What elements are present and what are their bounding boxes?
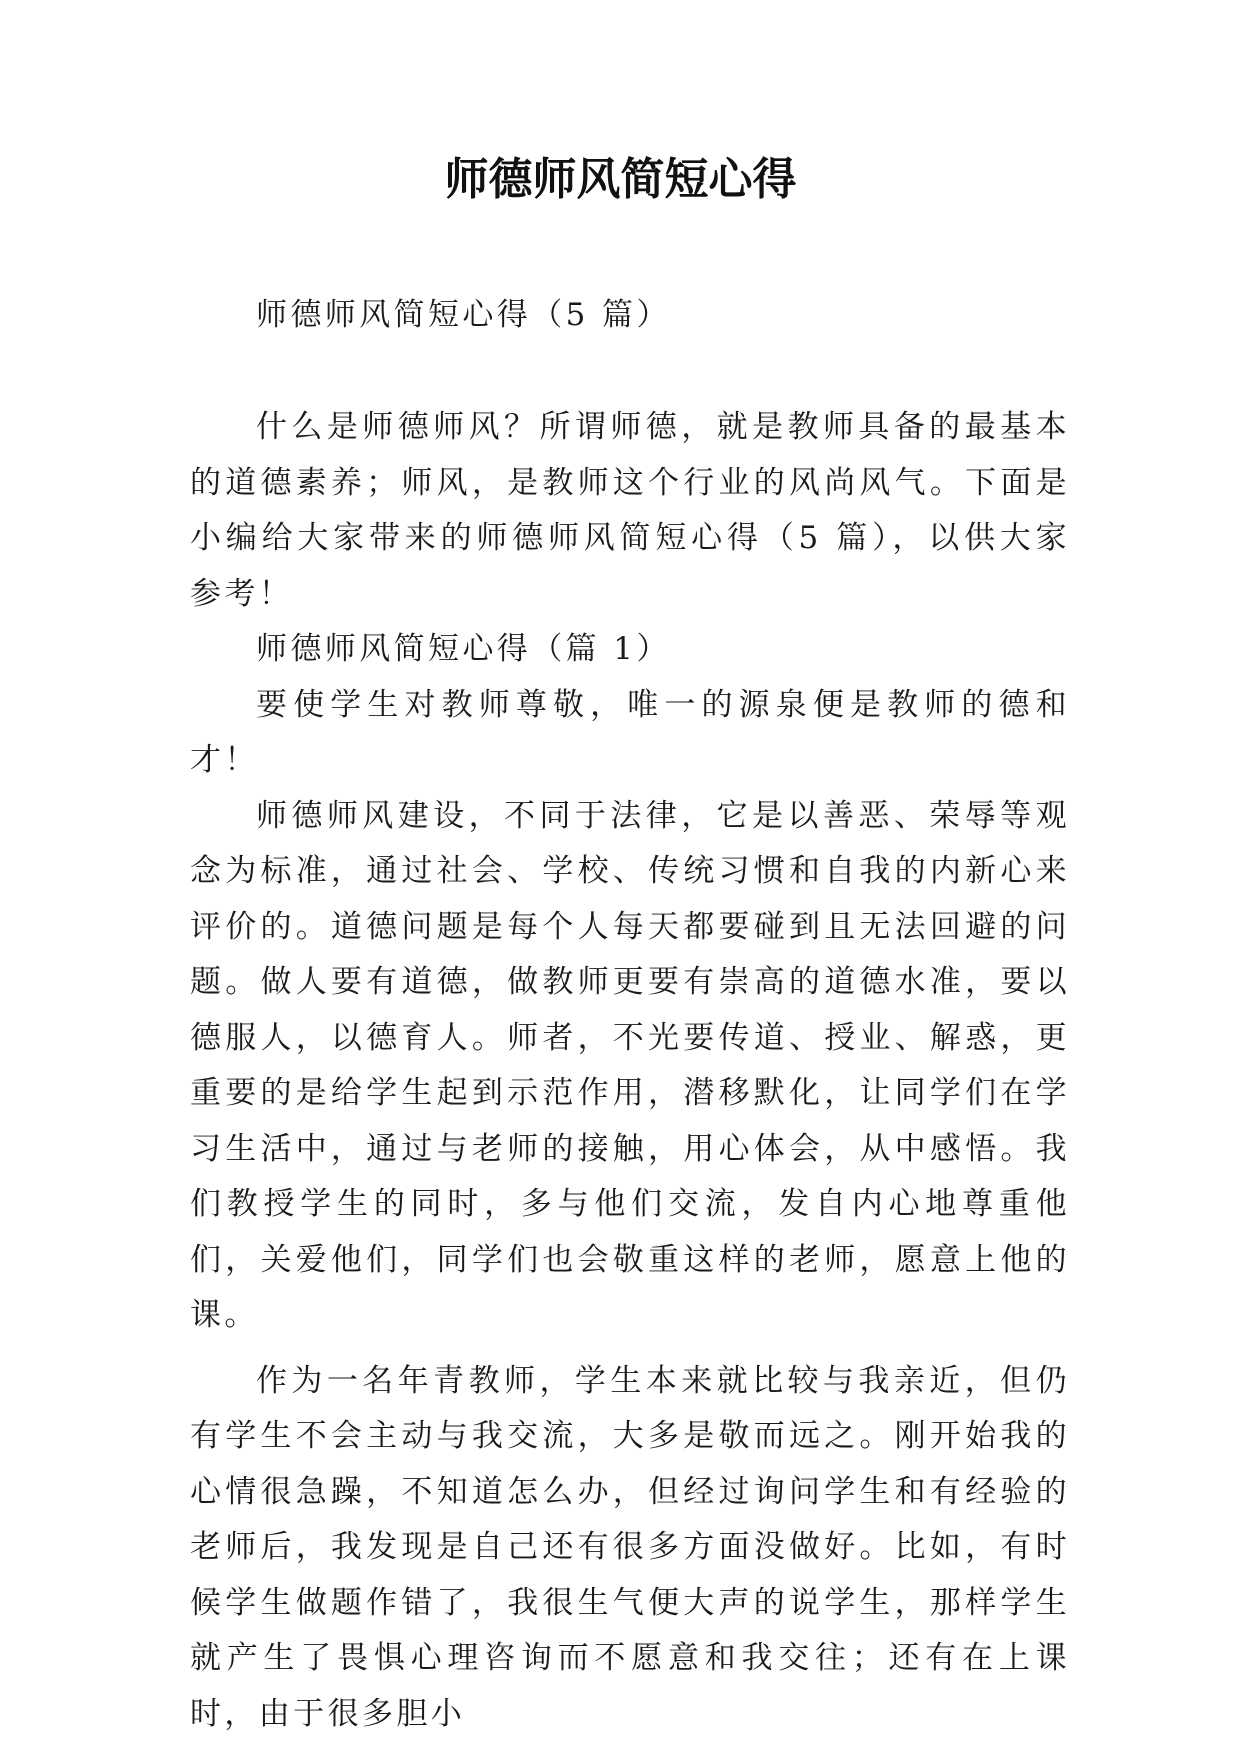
document-subtitle: 师德师风简短心得（5 篇） xyxy=(256,297,671,333)
section-heading-part-1: 师德师风简短心得（篇 1） xyxy=(256,631,671,667)
paragraph-young-teacher: 作为一名年青教师，学生本来就比较与我亲近，但仍有学生不会主动与我交流，大多是敬而远之。刚开始我的心情很急躁，不知道怎么办，但经过询问学生和有经验的老师后，我发现是自己还有很多方面没做好。比如，有时候学生做题作错了，我很生气便大声的说学生，那样学生就产生了畏惧心理咨询而不愿意和我交往；还有在上课时，由于很多胆小 xyxy=(190,1362,1070,1732)
document-body xyxy=(190,400,1070,1742)
paragraph-intro: 什么是师德师风？所谓师德，就是教师具备的最基本的道德素养；师风，是教师这个行业的风尚风气。下面是小编给大家带来的师德师风简短心得（5 篇），以供大家参考！ xyxy=(190,409,1070,612)
paragraph-quote: 要使学生对教师尊敬，唯一的源泉便是教师的德和才！ xyxy=(190,686,1070,778)
paragraph-ethics: 师德师风建设，不同于法律，它是以善恶、荣辱等观念为标准，通过社会、学校、传统习惯和自我的内新心来评价的。道德问题是每个人每天都要碰到且无法回避的问题。做人要有道德，做教师更要有崇高的道德水准，要以德服人，以德育人。师者，不光要传道、授业、解惑，更重要的是给学生起到示范作用，潜移默化，让同学们在学习生活中，通过与老师的接触，用心体会，从中感悟。我们教授学生的同时，多与他们交流，发自内心地尊重他们，关爱他们，同学们也会敬重这样的老师，愿意上他的课。 xyxy=(190,797,1070,1333)
document-title: 师德师风简短心得 xyxy=(444,154,797,205)
